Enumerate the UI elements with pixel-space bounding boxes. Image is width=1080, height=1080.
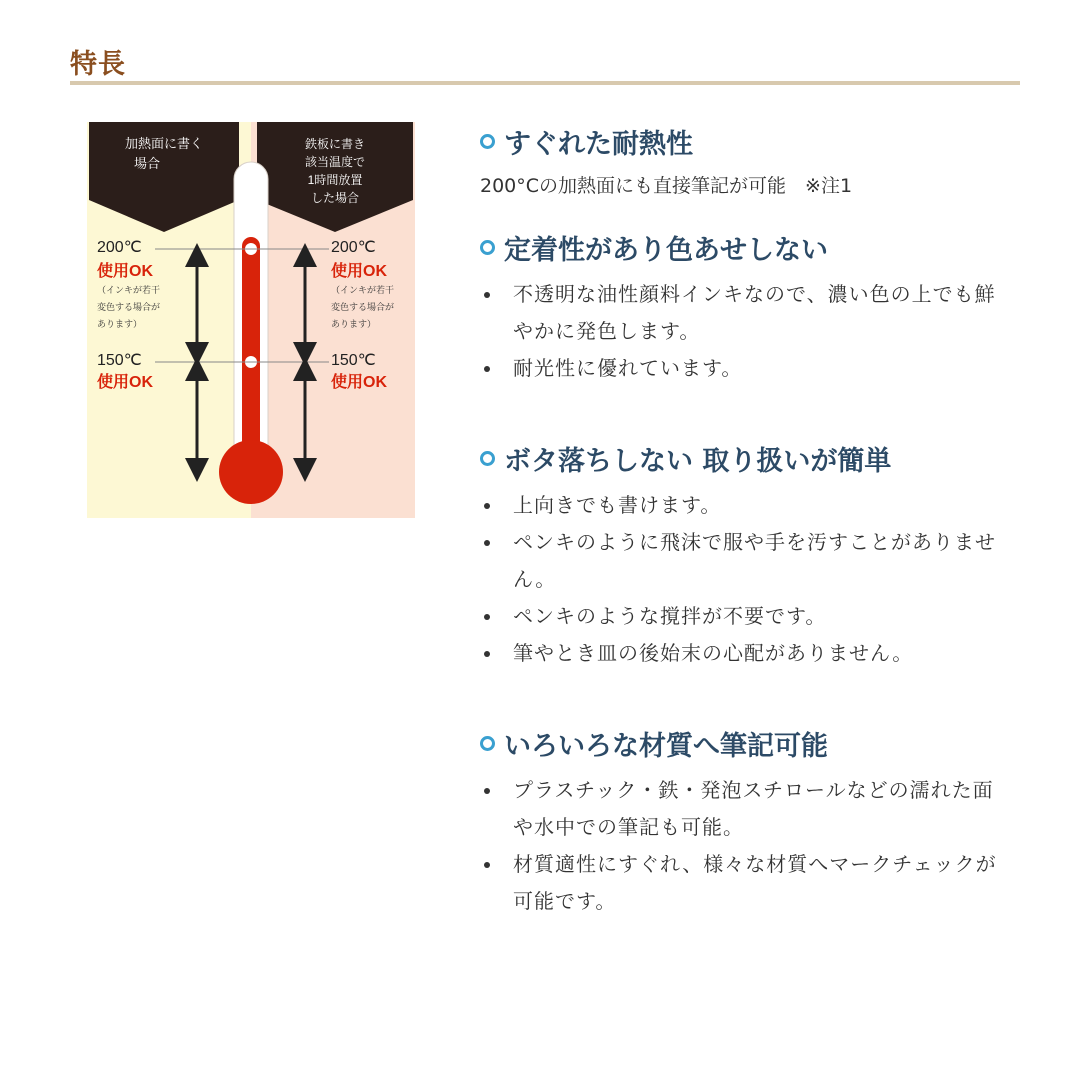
page-title: 特長 bbox=[70, 49, 126, 80]
section-text: 200°Cの加熱面にも直接筆記が可能 ※注1 bbox=[480, 175, 853, 197]
left-temp-200: 200℃ bbox=[97, 239, 142, 256]
list-item: ペンキのように飛沫で服や手を汚すことがありません。 bbox=[480, 524, 998, 598]
title-divider bbox=[70, 81, 1020, 85]
bullet-list bbox=[480, 487, 1020, 672]
section-heading: ボタ落ちしない 取り扱いが簡単 bbox=[504, 446, 892, 477]
right-temp-200: 200℃ bbox=[331, 239, 376, 256]
circle-bullet-icon bbox=[480, 451, 495, 466]
right-ok-150: 使用OK bbox=[331, 374, 388, 391]
circle-bullet-icon bbox=[480, 240, 495, 255]
left-note-2: 変色する場合が bbox=[97, 302, 161, 312]
list-item: 耐光性に優れています。 bbox=[480, 350, 998, 387]
right-note-3: あります） bbox=[331, 319, 377, 329]
section-heading: すぐれた耐熱性 bbox=[504, 129, 693, 160]
right-note-2: 変色する場合が bbox=[331, 302, 395, 312]
right-header-line-3: 1時間放置 bbox=[307, 173, 363, 187]
list-item: 筆やとき皿の後始末の心配がありません。 bbox=[480, 635, 998, 672]
list-item: プラスチック・鉄・発泡スチロールなどの濡れた面や水中での筆記も可能。 bbox=[480, 772, 998, 846]
left-ok-150: 使用OK bbox=[97, 374, 154, 391]
list-item: 材質適性にすぐれ、様々な材質へマークチェックが可能です。 bbox=[480, 846, 998, 920]
section-heading: 定着性があり色あせしない bbox=[504, 235, 828, 266]
section-heading: いろいろな材質へ筆記可能 bbox=[504, 731, 828, 762]
right-header-line-2: 該当温度で bbox=[304, 155, 366, 169]
list-item: 上向きでも書けます。 bbox=[480, 487, 998, 524]
feature-heat-resistance bbox=[480, 124, 1020, 202]
bullet-list bbox=[480, 276, 1020, 387]
bullet-list bbox=[480, 772, 1020, 920]
features-content bbox=[480, 124, 1020, 920]
left-header-line-1: 加熱面に書く bbox=[124, 136, 204, 151]
thermometer-bulb bbox=[219, 440, 283, 504]
right-ok-200: 使用OK bbox=[331, 263, 388, 280]
left-note-1: （インキが若干 bbox=[97, 285, 161, 295]
right-note-1: （インキが若干 bbox=[331, 285, 395, 295]
circle-bullet-icon bbox=[480, 736, 495, 751]
left-temp-150: 150℃ bbox=[97, 352, 142, 369]
left-ok-200: 使用OK bbox=[97, 263, 154, 280]
list-item: 不透明な油性顔料インキなので、濃い色の上でも鮮やかに発色します。 bbox=[480, 276, 998, 350]
right-header-line-1: 鉄板に書き bbox=[304, 137, 366, 151]
circle-bullet-icon bbox=[480, 134, 495, 149]
left-header-line-2: 場合 bbox=[133, 156, 161, 171]
feature-easy-handling bbox=[480, 441, 1020, 672]
thermometer-illustration bbox=[87, 122, 415, 518]
list-item: ペンキのような撹拌が不要です。 bbox=[480, 598, 998, 635]
right-temp-150: 150℃ bbox=[331, 352, 376, 369]
feature-various-materials bbox=[480, 726, 1020, 920]
left-note-3: あります） bbox=[97, 319, 143, 329]
feature-colorfast bbox=[480, 230, 1020, 387]
right-header-line-4: した場合 bbox=[310, 191, 360, 205]
